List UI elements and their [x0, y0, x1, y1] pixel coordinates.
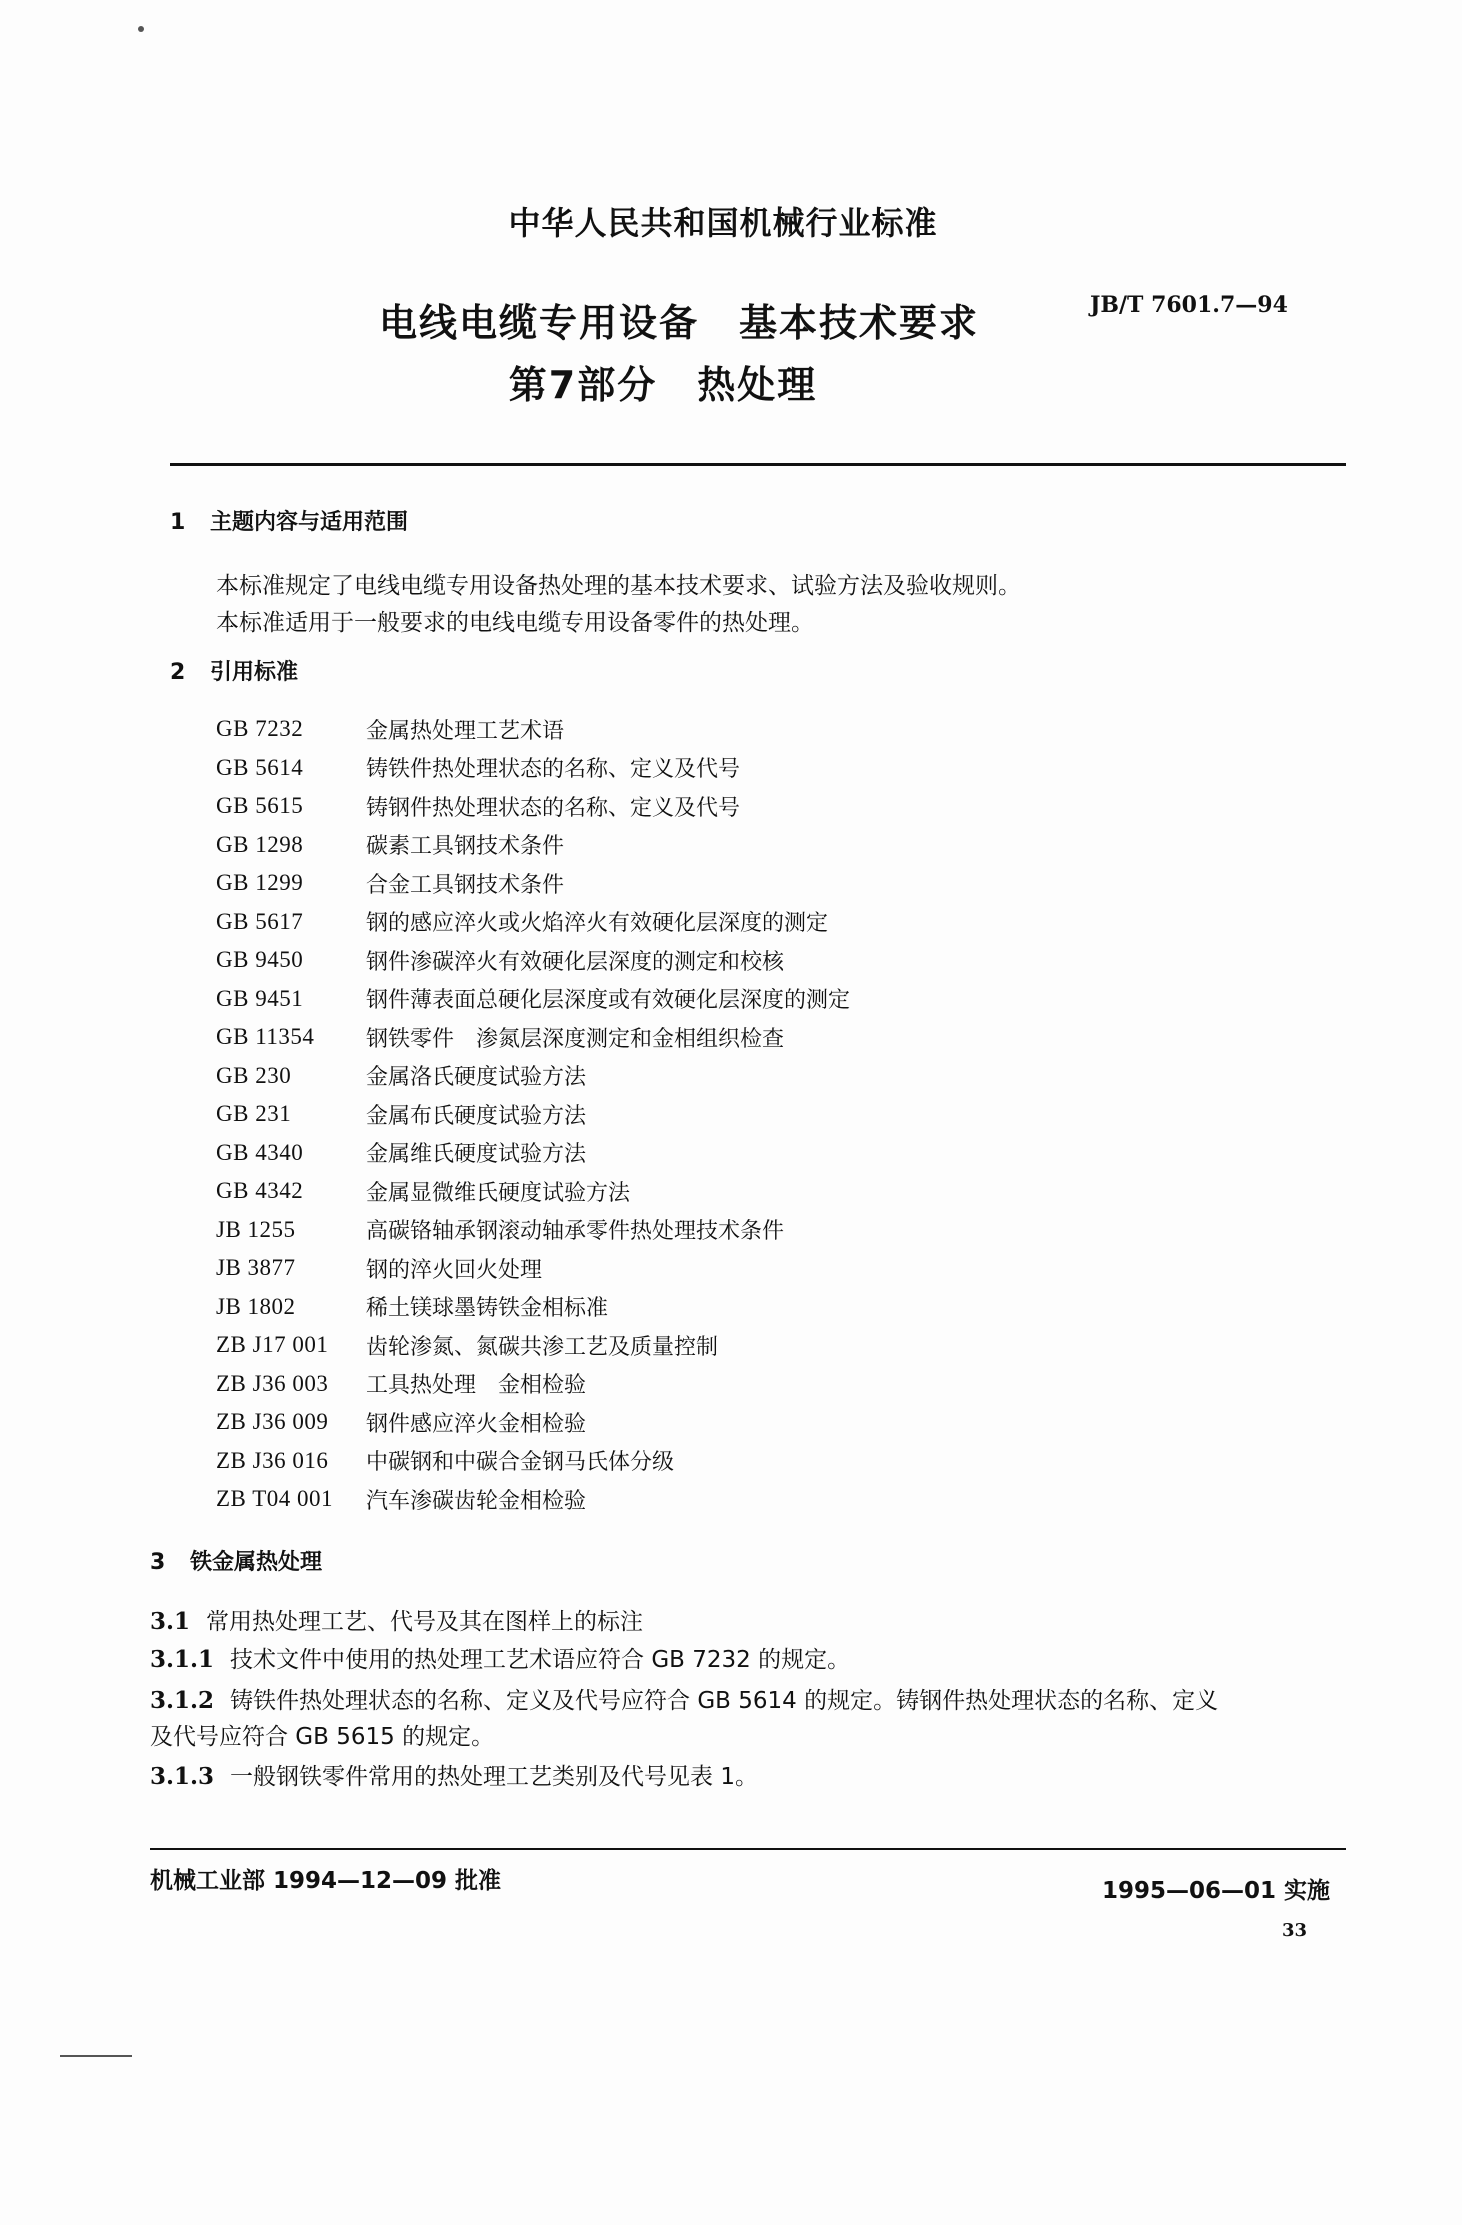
reference-code: ZB J36 003	[216, 1370, 329, 1396]
reference-title: 铸铁件热处理状态的名称、定义及代号	[366, 757, 741, 783]
reference-code: GB 11354	[216, 1024, 315, 1050]
reference-title: 钢件薄表面总硬化层深度或有效硬化层深度的测定	[366, 988, 851, 1014]
reference-code: JB 1255	[216, 1216, 296, 1242]
reference-code: GB 9451	[216, 985, 304, 1011]
section-2-heading	[170, 655, 298, 686]
clause-text: 及代号应符合 GB 5615 的规定。	[150, 1724, 495, 1750]
clause	[150, 1682, 1218, 1715]
reference-item	[216, 826, 850, 865]
reference-title: 钢的感应淬火或火焰淬火有效硬化层深度的测定	[366, 911, 829, 937]
reference-item	[216, 787, 850, 826]
reference-title: 齿轮渗氮、氮碳共渗工艺及质量控制	[366, 1334, 719, 1360]
standard-code: JB/T 7601.7—94	[1090, 292, 1288, 318]
scan-line-mark	[60, 2055, 132, 2057]
reference-title: 金属显微维氏硬度试验方法	[366, 1180, 631, 1206]
clause-continuation	[150, 1718, 494, 1751]
reference-title: 高碳铬轴承钢滚动轴承零件热处理技术条件	[366, 1219, 785, 1245]
reference-item	[216, 980, 850, 1019]
clause-number: 3.1	[150, 1608, 191, 1635]
section-number: 3	[150, 1550, 166, 1575]
approval-date: 机械工业部 1994—12—09 批准	[150, 1868, 502, 1894]
issuing-organization: 中华人民共和国机械行业标准	[508, 204, 938, 242]
reference-code: JB 3877	[216, 1255, 296, 1281]
clause-number: 3.1.3	[150, 1763, 215, 1790]
clause	[150, 1603, 643, 1636]
clause-text: 一般钢铁零件常用的热处理工艺类别及代号见表 1。	[230, 1764, 758, 1790]
reference-code: ZB J36 009	[216, 1409, 329, 1435]
reference-code: GB 1298	[216, 831, 304, 857]
reference-code: GB 5614	[216, 754, 304, 780]
reference-item	[216, 1057, 850, 1096]
reference-code: ZB J36 016	[216, 1447, 329, 1473]
reference-code: GB 9450	[216, 947, 304, 973]
reference-item	[216, 710, 850, 749]
reference-code: GB 4340	[216, 1139, 304, 1165]
reference-item	[216, 941, 850, 980]
section-1-paragraph: 本标准规定了电线电缆专用设备热处理的基本技术要求、试验方法及验收规则。	[216, 573, 1021, 599]
reference-item	[216, 1172, 850, 1211]
standard-subtitle: 第7部分 热处理	[508, 363, 818, 407]
reference-title: 钢的淬火回火处理	[366, 1257, 543, 1283]
page-number: 33	[1282, 1920, 1308, 1941]
reference-code: GB 5617	[216, 908, 304, 934]
reference-title: 稀土镁球墨铸铁金相标准	[366, 1296, 609, 1322]
section-title: 引用标准	[210, 660, 299, 685]
reference-title: 钢铁零件 渗氮层深度测定和金相组织检查	[366, 1026, 785, 1052]
reference-item	[216, 1480, 850, 1519]
clause-number: 3.1.2	[150, 1687, 215, 1714]
reference-title: 中碳钢和中碳合金钢马氏体分级	[366, 1450, 675, 1476]
reference-item	[216, 1134, 850, 1173]
clause-text: 铸铁件热处理状态的名称、定义及代号应符合 GB 5614 的规定。铸钢件热处理状态的名称、定义	[230, 1688, 1219, 1714]
reference-item	[216, 1288, 850, 1327]
section-title: 主题内容与适用范围	[210, 510, 409, 535]
reference-code: GB 1299	[216, 870, 304, 896]
reference-item	[216, 864, 850, 903]
section-number: 1	[170, 510, 186, 535]
footer-divider	[150, 1848, 1346, 1850]
clause-text: 技术文件中使用的热处理工艺术语应符合 GB 7232 的规定。	[230, 1647, 851, 1673]
reference-title: 金属热处理工艺术语	[366, 718, 565, 744]
reference-item	[216, 1018, 850, 1057]
reference-code: ZB T04 001	[216, 1486, 334, 1512]
section-1-heading	[170, 505, 408, 536]
reference-code: JB 1802	[216, 1293, 296, 1319]
implementation-date: 1995—06—01 实施	[1102, 1878, 1331, 1904]
reference-item	[216, 1442, 850, 1481]
reference-item	[216, 1326, 850, 1365]
reference-item	[216, 1365, 850, 1404]
reference-code: ZB J17 001	[216, 1332, 329, 1358]
reference-title: 金属维氏硬度试验方法	[366, 1142, 587, 1168]
reference-item	[216, 749, 850, 788]
reference-code: GB 231	[216, 1101, 292, 1127]
reference-title: 工具热处理 金相检验	[366, 1373, 587, 1399]
section-title: 铁金属热处理	[190, 1550, 323, 1575]
reference-code: GB 230	[216, 1062, 292, 1088]
clause-number: 3.1.1	[150, 1646, 215, 1673]
clause-text: 常用热处理工艺、代号及其在图样上的标注	[206, 1609, 644, 1635]
reference-code: GB 4342	[216, 1178, 304, 1204]
reference-title: 金属布氏硬度试验方法	[366, 1103, 587, 1129]
reference-title: 碳素工具钢技术条件	[366, 834, 565, 860]
section-number: 2	[170, 660, 186, 685]
reference-title: 金属洛氏硬度试验方法	[366, 1065, 587, 1091]
reference-list	[216, 710, 850, 1519]
clause	[150, 1641, 850, 1674]
reference-item	[216, 903, 850, 942]
reference-title: 铸钢件热处理状态的名称、定义及代号	[366, 795, 741, 821]
reference-code: GB 5615	[216, 793, 304, 819]
reference-item	[216, 1403, 850, 1442]
reference-title: 钢件渗碳淬火有效硬化层深度的测定和校核	[366, 949, 785, 975]
header-divider	[170, 463, 1346, 466]
reference-title: 钢件感应淬火金相检验	[366, 1411, 587, 1437]
standard-title: 电线电缆专用设备 基本技术要求	[378, 301, 979, 345]
reference-item	[216, 1249, 850, 1288]
reference-item	[216, 1095, 850, 1134]
reference-code: GB 7232	[216, 716, 304, 742]
scan-speck	[138, 26, 144, 32]
reference-item	[216, 1211, 850, 1250]
clause	[150, 1758, 758, 1791]
section-1-paragraph: 本标准适用于一般要求的电线电缆专用设备零件的热处理。	[216, 610, 814, 636]
reference-title: 汽车渗碳齿轮金相检验	[366, 1488, 587, 1514]
section-3-heading	[150, 1545, 322, 1576]
reference-title: 合金工具钢技术条件	[366, 872, 565, 898]
